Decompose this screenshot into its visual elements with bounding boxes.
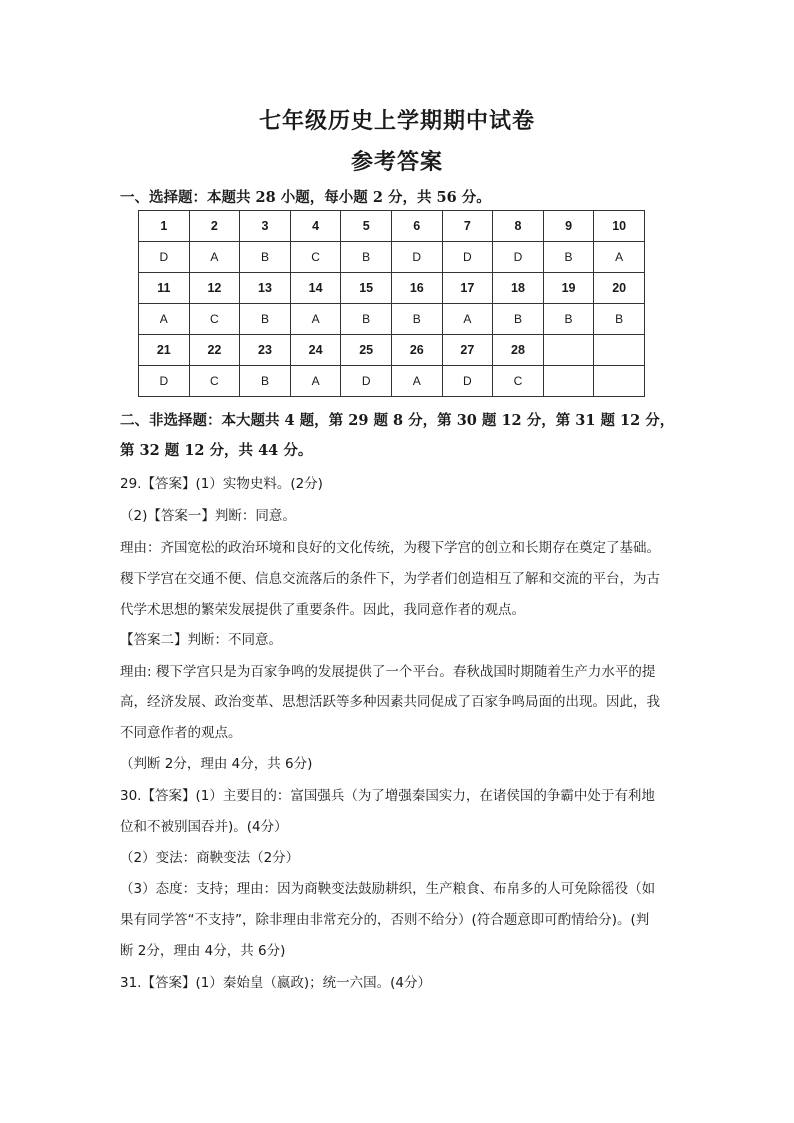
table-cell: A	[189, 242, 240, 273]
table-cell: 25	[341, 335, 392, 366]
table-cell: 27	[442, 335, 493, 366]
table-cell: A	[391, 366, 442, 397]
table-cell	[543, 335, 594, 366]
table-cell	[543, 366, 594, 397]
answer-line: 不同意作者的观点。	[120, 725, 242, 741]
answer-line-31-1: 31.【答案】(1）秦始皇（嬴政)；统一六国。(4分）	[120, 975, 431, 991]
table-cell: B	[341, 242, 392, 273]
table-cell: B	[240, 366, 291, 397]
table-cell: 18	[493, 273, 544, 304]
table-cell: C	[189, 366, 240, 397]
table-cell: D	[442, 242, 493, 273]
table-cell: 8	[493, 211, 544, 242]
answer-line: 理由：齐国宽松的政治环境和良好的文化传统，为稷下学宫的创立和长期存在奠定了基础。	[120, 540, 660, 556]
page-title: 七年级历史上学期期中试卷	[258, 108, 535, 134]
table-cell: B	[240, 304, 291, 335]
section1-heading: 一、选择题：本题共 28 小题，每小题 2 分，共 56 分。	[120, 189, 491, 206]
answer-line: （判断 2分，理由 4分，共 6分)	[120, 756, 313, 772]
table-cell: D	[442, 366, 493, 397]
table-cell: 20	[594, 273, 645, 304]
answer-table	[138, 210, 645, 397]
table-cell: D	[341, 366, 392, 397]
table-cell: 2	[189, 211, 240, 242]
section2-heading: 二、非选择题：本大题共 4 题，第 29 题 8 分，第 30 题 12 分，第 31 题 12 分，	[120, 412, 675, 429]
table-cell: 4	[290, 211, 341, 242]
table-cell: A	[594, 242, 645, 273]
table-cell: D	[139, 242, 190, 273]
table-cell: 11	[139, 273, 190, 304]
table-cell: B	[493, 304, 544, 335]
answer-line: 高，经济发展、政治变革、思想活跃等多种因素共同促成了百家争鸣局面的出现。因此，我	[120, 694, 660, 710]
table-cell: C	[189, 304, 240, 335]
answer-line: 断 2分，理由 4分，共 6分)	[120, 943, 286, 959]
table-row	[139, 242, 645, 273]
answer-line: （3）态度：支持；理由：因为商鞅变法鼓励耕织，生产粮食、布帛多的人可免除徭役（如	[120, 881, 656, 897]
table-cell: 1	[139, 211, 190, 242]
section2-heading-cont: 第 32 题 12 分，共 44 分。	[120, 442, 313, 459]
table-cell: 9	[543, 211, 594, 242]
table-cell: C	[290, 242, 341, 273]
table-cell: D	[139, 366, 190, 397]
table-cell: A	[442, 304, 493, 335]
table-cell: A	[290, 366, 341, 397]
table-cell: 3	[240, 211, 291, 242]
answer-line: 代学术思想的繁荣发展提供了重要条件。因此，我同意作者的观点。	[120, 602, 525, 618]
table-cell: B	[543, 242, 594, 273]
table-cell: B	[594, 304, 645, 335]
table-cell: 15	[341, 273, 392, 304]
table-row	[139, 366, 645, 397]
answer-line: 果有同学答“不支持”，除非理由非常充分的，否则不给分）(符合题意即可酌情给分)。(判	[120, 912, 650, 928]
table-cell: C	[493, 366, 544, 397]
answer-line-30-1: 30.【答案】(1）主要目的：富国强兵（为了增强秦国实力，在诸侯国的争霸中处于有利地	[120, 788, 655, 804]
table-cell: 23	[240, 335, 291, 366]
table-row	[139, 304, 645, 335]
table-cell: 16	[391, 273, 442, 304]
table-cell: B	[240, 242, 291, 273]
table-cell: 28	[493, 335, 544, 366]
table-cell: 6	[391, 211, 442, 242]
answer-line: （2)【答案一】判断：同意。	[120, 508, 296, 524]
table-cell: D	[493, 242, 544, 273]
table-cell: 13	[240, 273, 291, 304]
table-cell: 12	[189, 273, 240, 304]
table-cell	[594, 335, 645, 366]
table-cell: B	[341, 304, 392, 335]
answer-line: 稷下学宫在交通不便、信息交流落后的条件下，为学者们创造相互了解和交流的平台，为古	[120, 571, 660, 587]
table-cell	[594, 366, 645, 397]
table-cell: D	[391, 242, 442, 273]
table-cell: 17	[442, 273, 493, 304]
table-cell: A	[290, 304, 341, 335]
table-cell: 5	[341, 211, 392, 242]
table-cell: 24	[290, 335, 341, 366]
table-row	[139, 273, 645, 304]
table-cell: 22	[189, 335, 240, 366]
table-row	[139, 335, 645, 366]
table-cell: 7	[442, 211, 493, 242]
table-row	[139, 211, 645, 242]
table-cell: 19	[543, 273, 594, 304]
answer-line: 【答案二】判断：不同意。	[120, 632, 282, 648]
table-cell: 14	[290, 273, 341, 304]
answer-line-29-1: 29.【答案】(1）实物史料。(2分)	[120, 476, 323, 492]
table-cell: 10	[594, 211, 645, 242]
answer-line: （2）变法：商鞅变法（2分）	[120, 850, 300, 866]
table-cell: 21	[139, 335, 190, 366]
table-cell: B	[543, 304, 594, 335]
table-cell: B	[391, 304, 442, 335]
table-cell: A	[139, 304, 190, 335]
table-cell: 26	[391, 335, 442, 366]
answer-line: 理由: 稷下学宫只是为百家争鸣的发展提供了一个平台。春秋战国时期随着生产力水平的提	[120, 664, 656, 680]
answer-line: 位和不被别国吞并)。(4分）	[120, 819, 288, 835]
page-subtitle: 参考答案	[350, 149, 443, 175]
